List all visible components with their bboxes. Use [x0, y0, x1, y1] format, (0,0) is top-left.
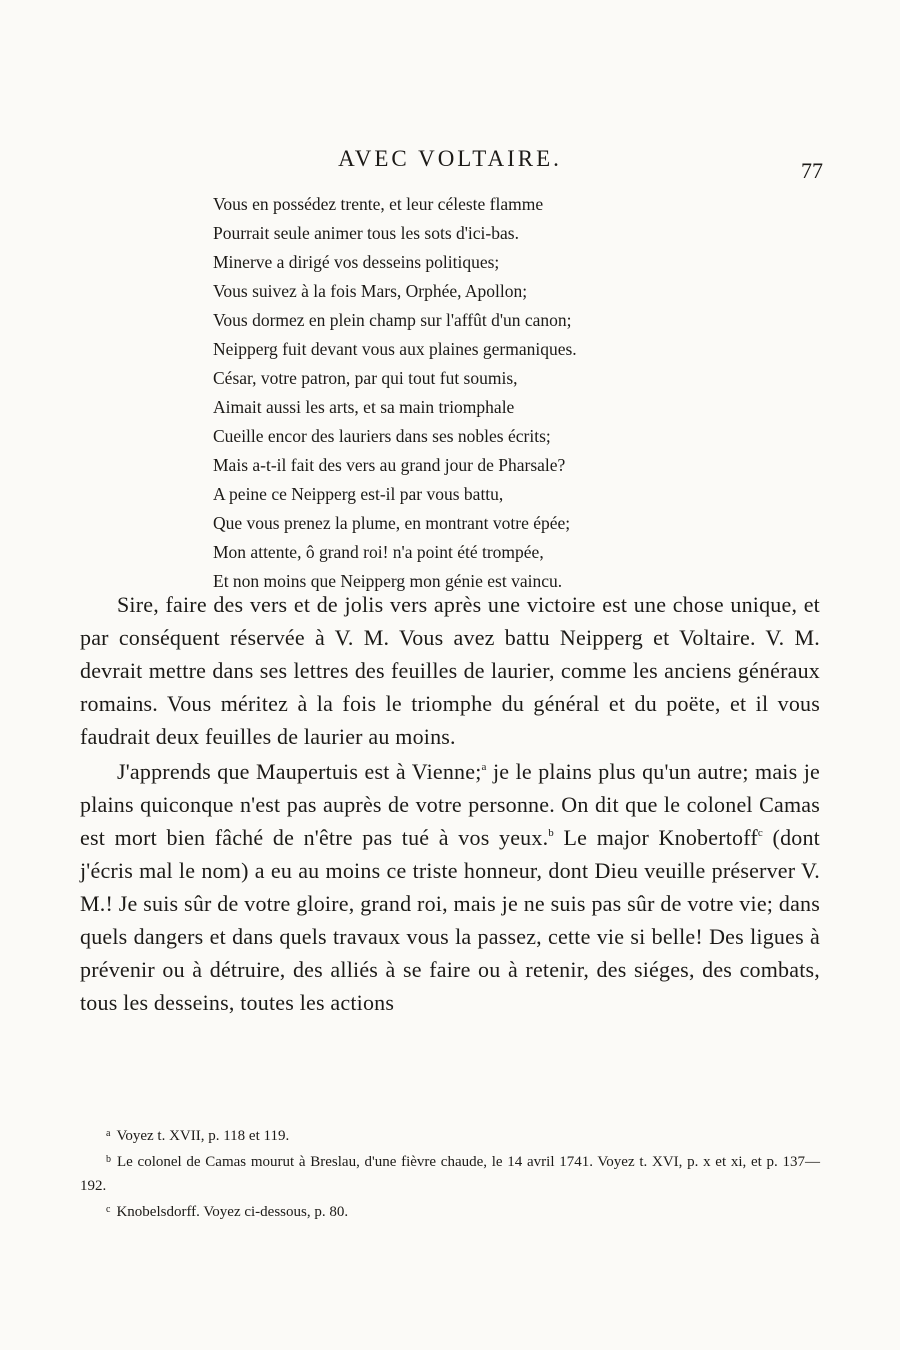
paragraph-1: Sire, faire des vers et de jolis vers après une victoire est une chose unique, et par conséquent réservée à V. M. Vous avez battu Neipperg et Voltaire. V. M. devrait mettre dans ses lettres des feuilles de laurier, comme les anciens généraux romains. Vous méritez à la fois le triomphe du général et du poëte, et il vous faudrait deux feuilles de laurier au moins.	[80, 592, 820, 749]
verse-line: Minerve a dirigé vos desseins politiques;	[213, 252, 500, 272]
verse-line: A peine ce Neipperg est-il par vous battu,	[213, 484, 504, 504]
footnote-text: Voyez t. XVII, p. 118 et 119.	[116, 1128, 290, 1144]
verse-line: Cueille encor des lauriers dans ses nobles écrits;	[213, 426, 551, 446]
footnote-ref-c[interactable]: c	[757, 827, 763, 839]
paragraph-2	[80, 755, 820, 1019]
page-number: 77	[801, 158, 823, 183]
verse-line: Aimait aussi les arts, et sa main triomphale	[213, 397, 515, 417]
verse-line: César, votre patron, par qui tout fut soumis,	[213, 368, 518, 388]
footnote-a	[80, 1122, 820, 1148]
verse-line: Pourrait seule animer tous les sots d'ici-bas.	[213, 223, 519, 243]
verse-line: Que vous prenez la plume, en montrant votre épée;	[213, 513, 571, 533]
running-title: AVEC VOLTAIRE.	[338, 146, 562, 171]
letter-body	[80, 588, 820, 1019]
footnote-c	[80, 1198, 820, 1224]
verse-line: Vous suivez à la fois Mars, Orphée, Apollon;	[213, 281, 528, 301]
footnote-ref-b[interactable]: b	[548, 827, 554, 839]
verse-line: Et non moins que Neipperg mon génie est vaincu.	[213, 571, 563, 591]
verse-line: Vous dormez en plein champ sur l'affût d'un canon;	[213, 310, 572, 330]
footnote-marker: c	[106, 1204, 111, 1215]
footnote-text: Knobelsdorff. Voyez ci-dessous, p. 80.	[116, 1204, 349, 1220]
paragraph-2-text: Le major Knobertoff	[553, 825, 758, 850]
footnotes	[80, 1122, 820, 1224]
verse-line: Mon attente, ô grand roi! n'a point été trompée,	[213, 542, 544, 562]
verse-line: Mais a-t-il fait des vers au grand jour de Pharsale?	[213, 455, 566, 475]
footnote-marker: b	[106, 1154, 111, 1165]
verse-line: Vous en possédez trente, et leur céleste flamme	[213, 194, 544, 214]
footnote-marker: a	[106, 1128, 111, 1139]
footnote-b	[80, 1148, 820, 1198]
verse-line: Neipperg fuit devant vous aux plaines germaniques.	[213, 339, 577, 359]
footnote-text: Le colonel de Camas mourut à Breslau, d'une fièvre chaude, le 14 avril 1741. Voyez t. XVI, p. x et xi, et p. 137—192.	[80, 1154, 820, 1194]
paragraph-2-text: J'apprends que Maupertuis est à Vienne;	[117, 759, 482, 784]
footnote-ref-a[interactable]: a	[481, 761, 487, 773]
paragraph-2-text: je le plains plus qu'un autre; mais je plains quiconque n'est pas auprès de votre personne. On dit que le colonel Camas est mort bien fâché de n'être pas tué à vos yeux.	[80, 759, 820, 850]
paragraph-2-text: (dont j'écris mal le nom) a eu au moins ce triste honneur, dont Dieu veuille préserver V. M.! Je suis sûr de votre gloire, grand roi, mais je ne suis pas sûr de votre vie; dans quels dangers et dans quels travaux vous la passez, cette vie si belle! Des ligues à prévenir ou à détruire, des alliés à se faire ou à retenir, des siéges, des combats, tous les desseins, toutes les actions	[80, 825, 820, 1015]
poem	[213, 190, 733, 596]
running-head	[0, 146, 900, 182]
